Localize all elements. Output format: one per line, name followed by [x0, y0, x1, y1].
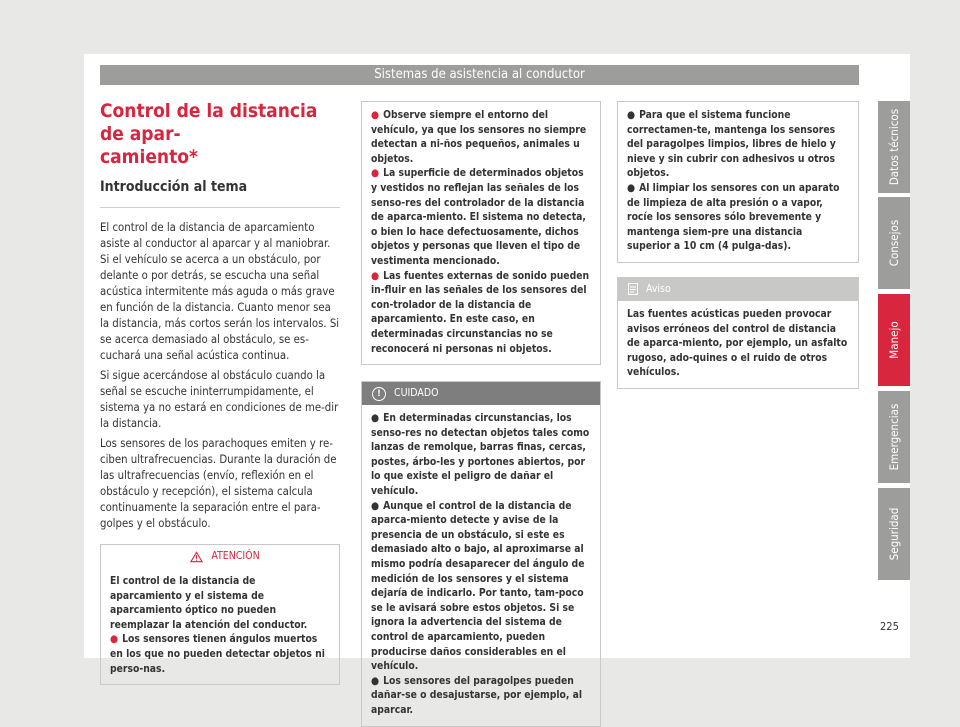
list-item: ● Las fuentes externas de sonido pueden in-fluir en las señales de los sensores del con-trolador de la distancia de aparcamiento. En este caso, en determinadas circunstancias no se reconocerá ni personas ni objetos.: [371, 269, 590, 355]
atencion-label: ATENCIÓN: [211, 550, 260, 562]
tab-datos-tecnicos[interactable]: Datos técnicos: [878, 101, 910, 193]
aviso-box: [617, 277, 859, 389]
aviso-header: [618, 278, 858, 301]
exclamation-circle-icon: !: [372, 387, 386, 401]
atencion-intro: El control de la distancia de aparcamiento y el sistema de aparcamiento óptico no pueden reemplazar la atención del conductor.: [110, 575, 308, 631]
cuidado-header: [362, 382, 600, 405]
warning-icon: [190, 551, 203, 563]
column-2: [361, 101, 601, 727]
list-item: ● En determinadas circunstancias, los senso-res no detectan objetos tales como lanzas de remolque, barras finas, cercas, postes, árbo-les y portones abiertos, por lo que existe el peligro de dañar el vehículo.: [371, 412, 590, 498]
list-item: ● Los sensores tienen ángulos muertos en los que no pueden detectar objetos ni perso-nas.: [110, 633, 325, 675]
list-item: ● Aunque el control de la distancia de aparca-miento detecte y avise de la presencia de un obstáculo, si este es demasiado alto o bajo, al aproximarse al mismo podría desaparecer del ángulo de medición de los sensores y el sistema dejaría de indicarlo. Por tanto, tam-poco se le avisará sobre estos objetos. Si se ignora la advertencia del sistema de control de aparcamiento, pueden producirse daños considerables en el vehículo.: [371, 499, 585, 673]
bullet-icon: ●: [371, 412, 380, 425]
bullet-icon: ●: [371, 109, 380, 121]
page-number: 225: [880, 620, 899, 633]
note-icon: [628, 283, 638, 295]
list-item: ● Observe siempre el entorno del vehículo, ya que los sensores no siempre detectan a ni-ños pequeños, animales u objetos.: [371, 109, 587, 165]
cuidado-body: [362, 405, 600, 725]
tab-consejos[interactable]: Consejos: [878, 197, 910, 289]
section-title: Control de la distancia de apar- camiento*: [100, 100, 318, 168]
bullet-icon: ●: [627, 181, 636, 194]
paragraph: Los sensores de los parachoques emiten y re-ciben ultrafrecuencias. Durante la duración de las ultrafrecuencias (envío, reflexión en el obstáculo y recepción), el sistema calcula continuamente la separación entre el para-golpes y el obstáculo.: [100, 437, 337, 530]
list-item: ● Al limpiar los sensores con un aparato de limpieza de alta presión o a vapor, rocíe los sensores sólo brevemente y mantenga siem-pre una distancia superior a 10 cm (4 pulga-das).: [627, 181, 840, 253]
page-header: Sistemas de asistencia al conductor: [100, 65, 859, 85]
tab-manejo[interactable]: Manejo: [878, 294, 910, 386]
column-3: [617, 101, 859, 389]
paragraph: El control de la distancia de aparcamiento asiste al conductor al aparcar y al maniobrar. Si el vehículo se acerca a un obstáculo, por delante o por detrás, se escucha una señal acústica intermitente más aguda o más grave en función de la distancia. Cuanto menor sea la distancia, más cortos serán los intervalos. Si se acerca demasiado al obstáculo, se es-cuchará una señal acústica continua.: [100, 221, 340, 362]
cuidado-continued-box: [617, 101, 859, 263]
atencion-box: [100, 544, 340, 685]
cuidado-label: CUIDADO: [394, 387, 439, 400]
cuidado-box: [361, 381, 601, 726]
list-item: ● Los sensores del paragolpes pueden dañar-se o desajustarse, por ejemplo, al aparcar.: [371, 674, 583, 716]
aviso-label: Aviso: [646, 282, 671, 295]
atencion-header: [101, 545, 339, 568]
bullet-icon: ●: [371, 269, 380, 282]
list-item: ● La superficie de determinados objetos y vestidos no reflejan las señales de los senso-res del controlador de la distancia de aparca-miento. El sistema no detecta, o bien lo hace defectuosamente, dichos objetos y personas que lleven el tipo de vestimenta mencionado.: [371, 167, 586, 267]
paragraph: Si sigue acercándose al obstáculo cuando la señal se escuche ininterrumpidamente, el sistema ya no estará en condiciones de me-dir la distancia.: [100, 369, 339, 430]
bullet-icon: ●: [110, 633, 119, 646]
bullet-icon: ●: [371, 499, 380, 512]
bullet-icon: ●: [371, 674, 380, 687]
atencion-continued-body: [362, 102, 600, 364]
cuidado-continued-body: [618, 102, 858, 262]
list-item: ● Para que el sistema funcione correctamen-te, mantenga los sensores del paragolpes limpios, libres de hielo y nieve y sin cubrir con adhesivos u otros objetos.: [627, 109, 836, 180]
aviso-body: [618, 301, 858, 388]
bullet-icon: ●: [627, 109, 636, 121]
atencion-body: [101, 568, 339, 684]
section-subtitle: Introducción al tema: [100, 179, 248, 195]
column-1: [100, 96, 340, 685]
bullet-icon: ●: [371, 167, 380, 180]
aviso-text: Las fuentes acústicas pueden provocar avisos erróneos del control de distancia de aparca-miento, por ejemplo, un asfalto rugoso, ado-quines o el ruido de otros vehículos.: [627, 307, 848, 379]
tab-emergencias[interactable]: Emergencias: [878, 391, 910, 483]
divider: [100, 207, 340, 208]
tab-seguridad[interactable]: Seguridad: [878, 488, 910, 580]
atencion-continued-box: [361, 101, 601, 365]
